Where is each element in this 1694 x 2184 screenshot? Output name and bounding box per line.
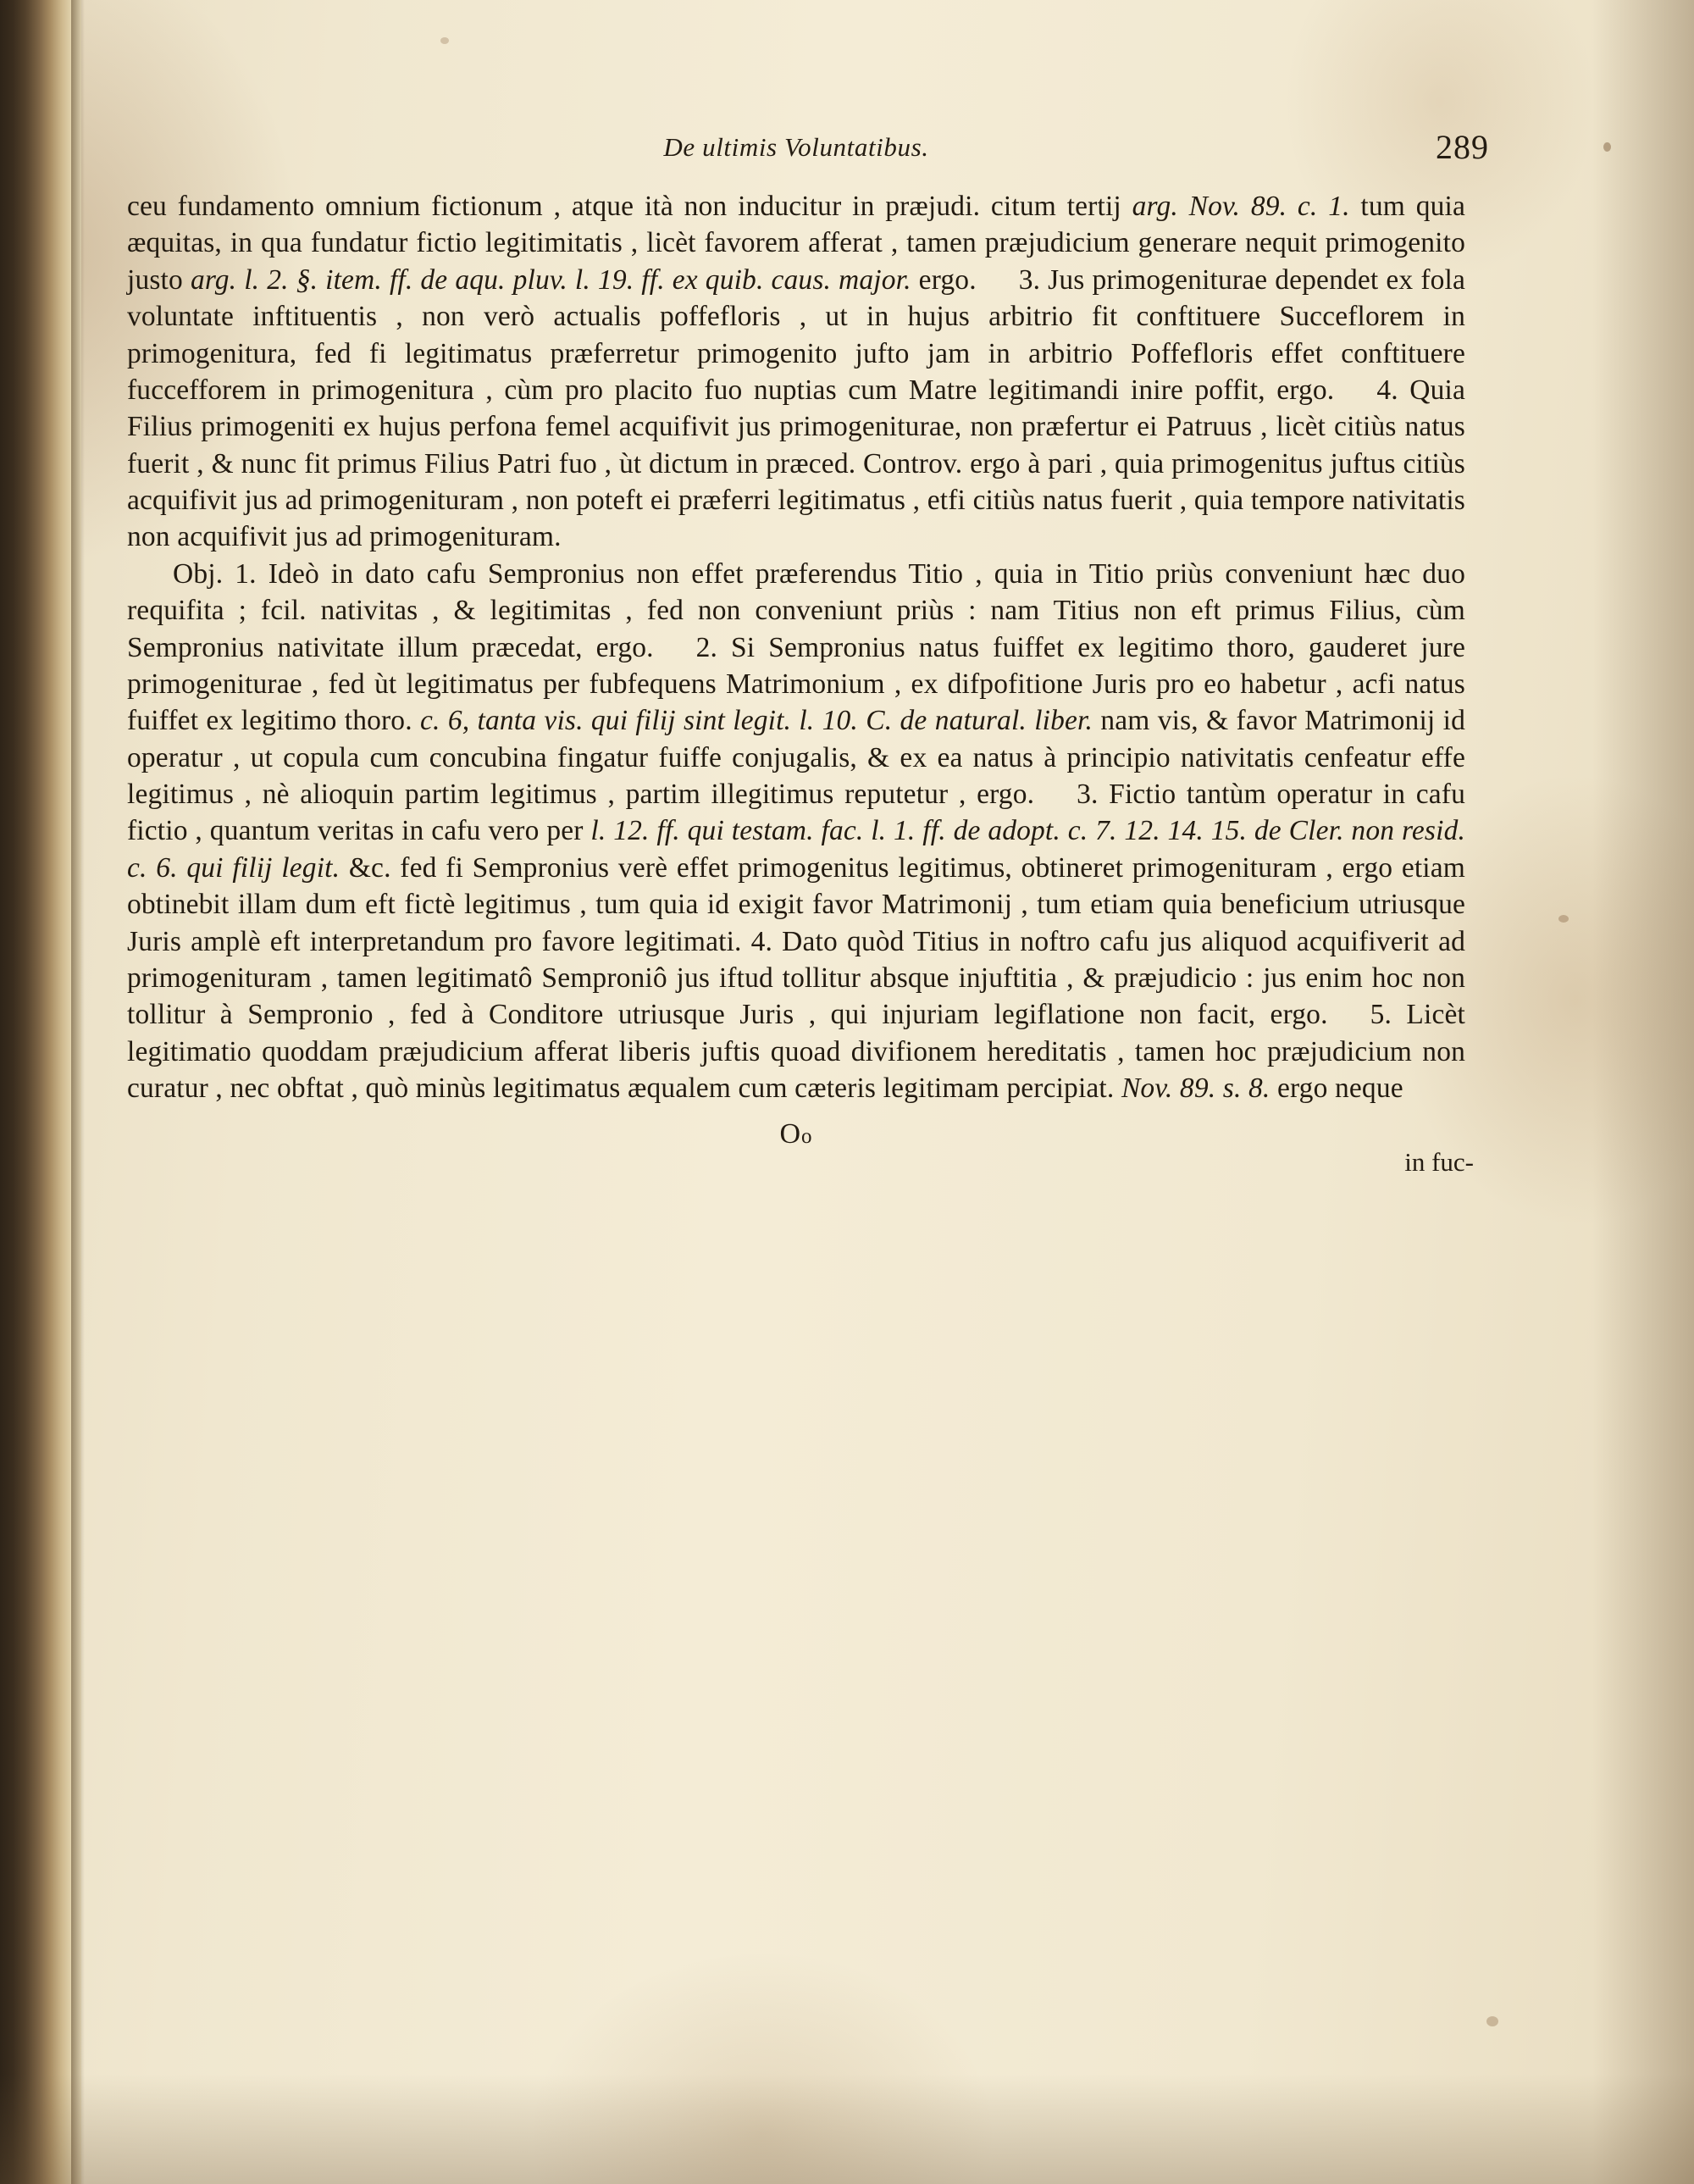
signature-mark xyxy=(127,1118,1465,1150)
page-content xyxy=(127,127,1489,1178)
text-run: 3. Jus primogeniturae dependet ex fola voluntate inftituentis , non verò actualis poffefloris , ut in hujus arbitrio fit conftituere Succeflorem in primogenitura, fed fi legitimatus præferretur primogenito jufto jam in arbitrio Poffefloris effet conftituere fuccefforem in primogenitura , cùm pro placito fuo nuptias cum Matre legitimandi inire poffit, ergo. xyxy=(127,263,1465,406)
binding-gutter xyxy=(0,0,81,2184)
page-edge-shadow-bottom xyxy=(0,2074,1694,2184)
catchword: in fuc- xyxy=(1404,1147,1474,1178)
body-text xyxy=(127,188,1465,1106)
running-head-first-word: De xyxy=(663,132,695,162)
page-edge-shadow-right xyxy=(1592,0,1694,2184)
text-run: tum quia æquitas, in qua fundatur fictio legitimitatis , licèt favorem afferat , tamen præjudicium generare nequit primogenito justo xyxy=(127,191,1465,296)
text-run: Obj. 1. Ideò in dato cafu Sempronius non effet præferendus Titio , quia in Titio priùs conveniunt hæc duo requifita ; fcil. nativitas , & legitimitas , fed non conveniunt priùs : nam Titius non eft primus Filius, cùm Sempronius nativitate illum præcedat, ergo. xyxy=(127,557,1465,663)
text-run: ceu fundamento omnium fictionum , atque ità non inducitur in præjudi. citum tertij xyxy=(127,191,1132,222)
age-speck xyxy=(1486,2016,1498,2026)
age-speck xyxy=(1558,915,1569,923)
gutter-shadow xyxy=(71,0,85,2184)
text-run: ergo. xyxy=(911,263,977,296)
page-header xyxy=(127,127,1489,180)
age-speck xyxy=(440,37,449,44)
paragraph xyxy=(127,556,1465,1107)
citation-italic: arg. l. 2. §. item. ff. de aqu. pluv. l. 19. ff. ex quib. caus. major. xyxy=(190,263,911,296)
age-speck xyxy=(1603,142,1611,152)
paragraph xyxy=(127,188,1465,556)
running-head-rest: ultimis Voluntatibus. xyxy=(702,132,929,162)
text-run: 2. Si Sempronius natus fuiffet ex legitimo thoro, gauderet jure primogeniturae , fed ùt legitimatus per fubfequens Matrimonium , ex difpofitione Juris pro eo habetur , acfi natus fuiffet ex legitimo thoro. xyxy=(127,631,1465,737)
text-run: &c. fed fi Sempronius verè effet primogenitus legitimus, obtineret primogenituram , ergo etiam obtinebit illam dum eft fictè legitimus , tum quia id exigit favor Matrimonij , tum etiam quia beneficium utriusque Juris amplè eft interpretandum pro favore legitimati. 4. Dato quòd Titius in noftro cafu jus aliquod acquifiverit ad primogenituram , tamen legitimatô Semproniô jus iftud tollitur absque injuftitia , & præjudicio : jus enim hoc non tollitur à Sempronio , fed à Conditore utriusque Juris , qui injuriam legiflatione non facit, ergo. xyxy=(127,851,1465,1031)
running-head xyxy=(127,132,1465,163)
citation-italic: Nov. 89. s. 8. xyxy=(1121,1073,1270,1104)
citation-italic: c. 6, tanta vis. qui filij sint legit. l. 10. C. de natural. liber. xyxy=(420,705,1093,737)
signature-letter: O xyxy=(779,1118,802,1150)
text-run: ergo neque xyxy=(1270,1073,1403,1104)
text-run: 4. Quia Filius primogeniti ex hujus perfona femel acquifivit jus primogeniturae, non præfertur ei Patruus , licèt citiùs natus fuerit , & nunc fit primus Filius Patri fuo , ùt dictum in præced. Controv. ergo à pari , quia primogenitus juftus citiùs acquifivit jus ad primogenituram , non poteft ei præferri legitimatus , etfi citiùs natus fuerit , quia tempore nativitatis non acquifivit jus ad primogenituram. xyxy=(127,374,1465,553)
citation-italic: l. 12. ff. qui testam. fac. l. 1. ff. de adopt. c. 7. 12. 14. 15. de Cler. non resid. c. 6. qui filij legit. xyxy=(127,815,1466,884)
text-run: 3. Fictio tantùm operatur in cafu fictio , quantum veritas in cafu vero per xyxy=(127,779,1465,847)
text-run: 5. Licèt legitimatio quoddam præjudicium afferat liberis juftis quoad divifionem hereditatis , tamen hoc præjudicium non curatur , nec obftat , quò minùs legitimatus æqualem cum cæteris legitimam percipiat. xyxy=(127,999,1466,1104)
page-number: 289 xyxy=(1436,128,1489,166)
text-run: nam vis, & favor Matrimonij id operatur , ut copula cum concubina fingatur fuiffe conjugalis, & ex ea natus à principio nativitatis cenfeatur effe legitimus , nè alioquin partim legitimus , partim illegitimus reputetur , ergo. xyxy=(127,705,1465,810)
signature-sub: o xyxy=(801,1125,813,1149)
page-footer xyxy=(127,1118,1474,1178)
citation-italic: arg. Nov. 89. c. 1. xyxy=(1132,191,1350,222)
